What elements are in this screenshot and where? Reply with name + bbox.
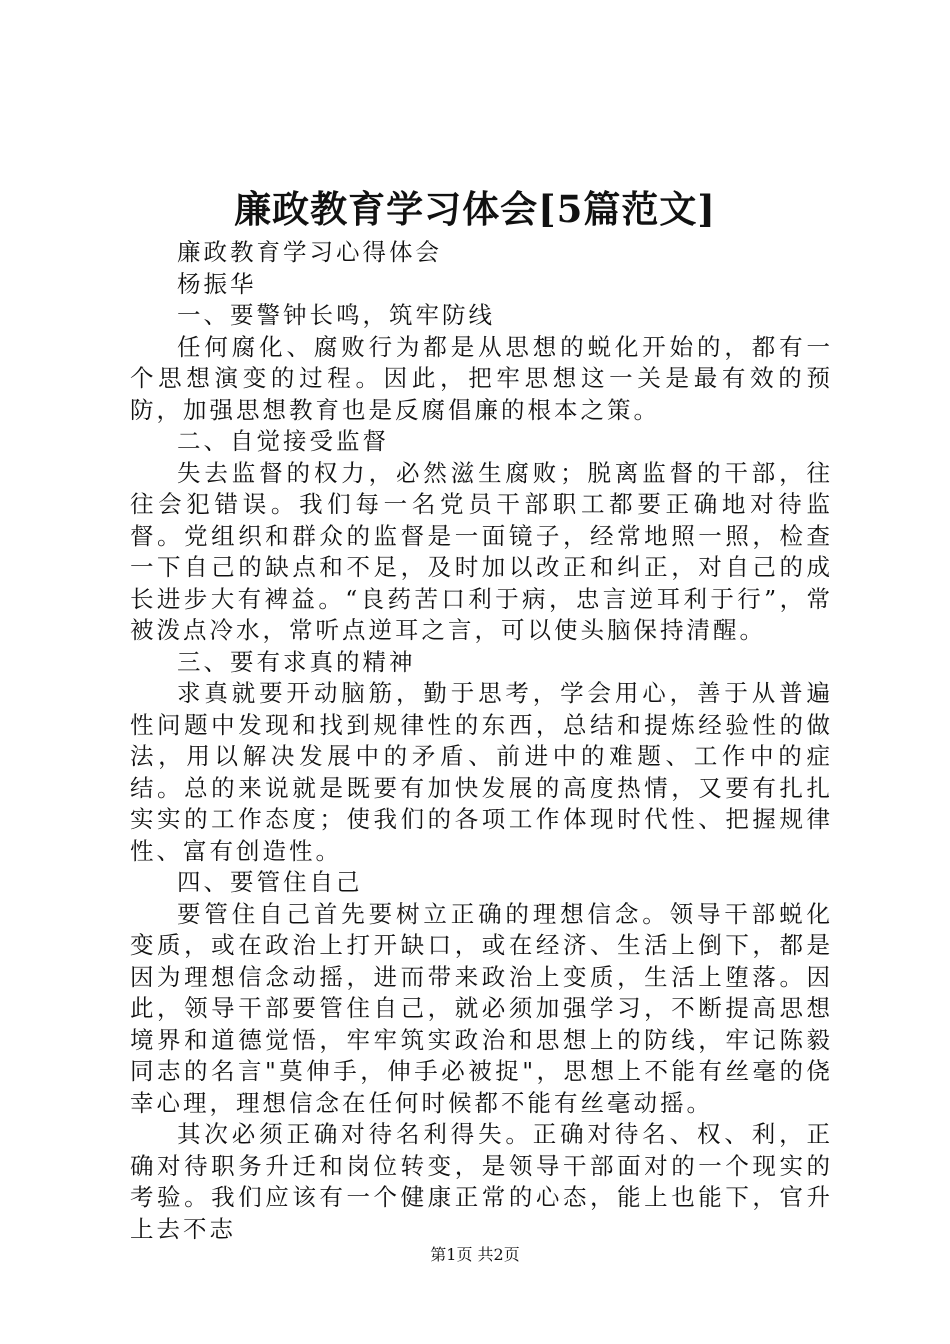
document-author: 杨振华	[177, 269, 257, 298]
section-paragraph: 其次必须正确对待名利得失。正确对待名、权、利，正确对待职务升迁和岗位转变，是领导干部面对的一个现实的考验。我们应该有一个健康正常的心态，能上也能下，官升上去不志	[130, 1120, 833, 1243]
page-footer: 第1页 共2页	[430, 1245, 520, 1264]
document-body	[130, 237, 833, 1245]
section-paragraph: 任何腐化、腐败行为都是从思想的蜕化开始的，都有一个思想演变的过程。因此，把牢思想这一关是最有效的预防，加强思想教育也是反腐倡廉的根本之策。	[130, 332, 833, 424]
section-paragraph: 求真就要开动脑筋，勤于思考，学会用心，善于从普遍性问题中发现和找到规律性的东西，总结和提炼经验性的做法，用以解决发展中的矛盾、前进中的难题、工作中的症结。总的来说就是既要有加快发展的高度热情，又要有扎扎实实的工作态度；使我们的各项工作体现时代性、把握规律性、富有创造性。	[130, 679, 833, 865]
document-title: 廉政教育学习体会[5篇范文]	[234, 187, 716, 231]
section-heading: 一、要警钟长鸣，筑牢防线	[177, 301, 495, 329]
section-heading: 三、要有求真的精神	[177, 647, 416, 676]
document-subtitle: 廉政教育学习心得体会	[177, 238, 442, 266]
section-heading: 四、要管住自己	[177, 868, 363, 896]
section-heading: 二、自觉接受监督	[177, 427, 389, 455]
section-paragraph: 要管住自己首先要树立正确的理想信念。领导干部蜕化变质，或在政治上打开缺口，或在经济、生活上倒下，都是因为理想信念动摇，进而带来政治上变质，生活上堕落。因此，领导干部要管住自己，就必须加强学习，不断提高思想境界和道德觉悟，牢牢筑实政治和思想上的防线，牢记陈毅同志的名言"莫伸手，伸手必被捉"，思想上不能有丝毫的侥幸心理，理想信念在任何时候都不能有丝毫动摇。	[130, 899, 833, 1117]
section-paragraph: 失去监督的权力，必然滋生腐败；脱离监督的干部，往往会犯错误。我们每一名党员干部职工都要正确地对待监督。党组织和群众的监督是一面镜子，经常地照一照，检查一下自己的缺点和不足，及时加以改正和纠正，对自己的成长进步大有裨益。“良药苦口利于病，忠言逆耳利于行”，常被泼点冷水，常听点逆耳之言，可以使头脑保持清醒。	[130, 458, 833, 644]
